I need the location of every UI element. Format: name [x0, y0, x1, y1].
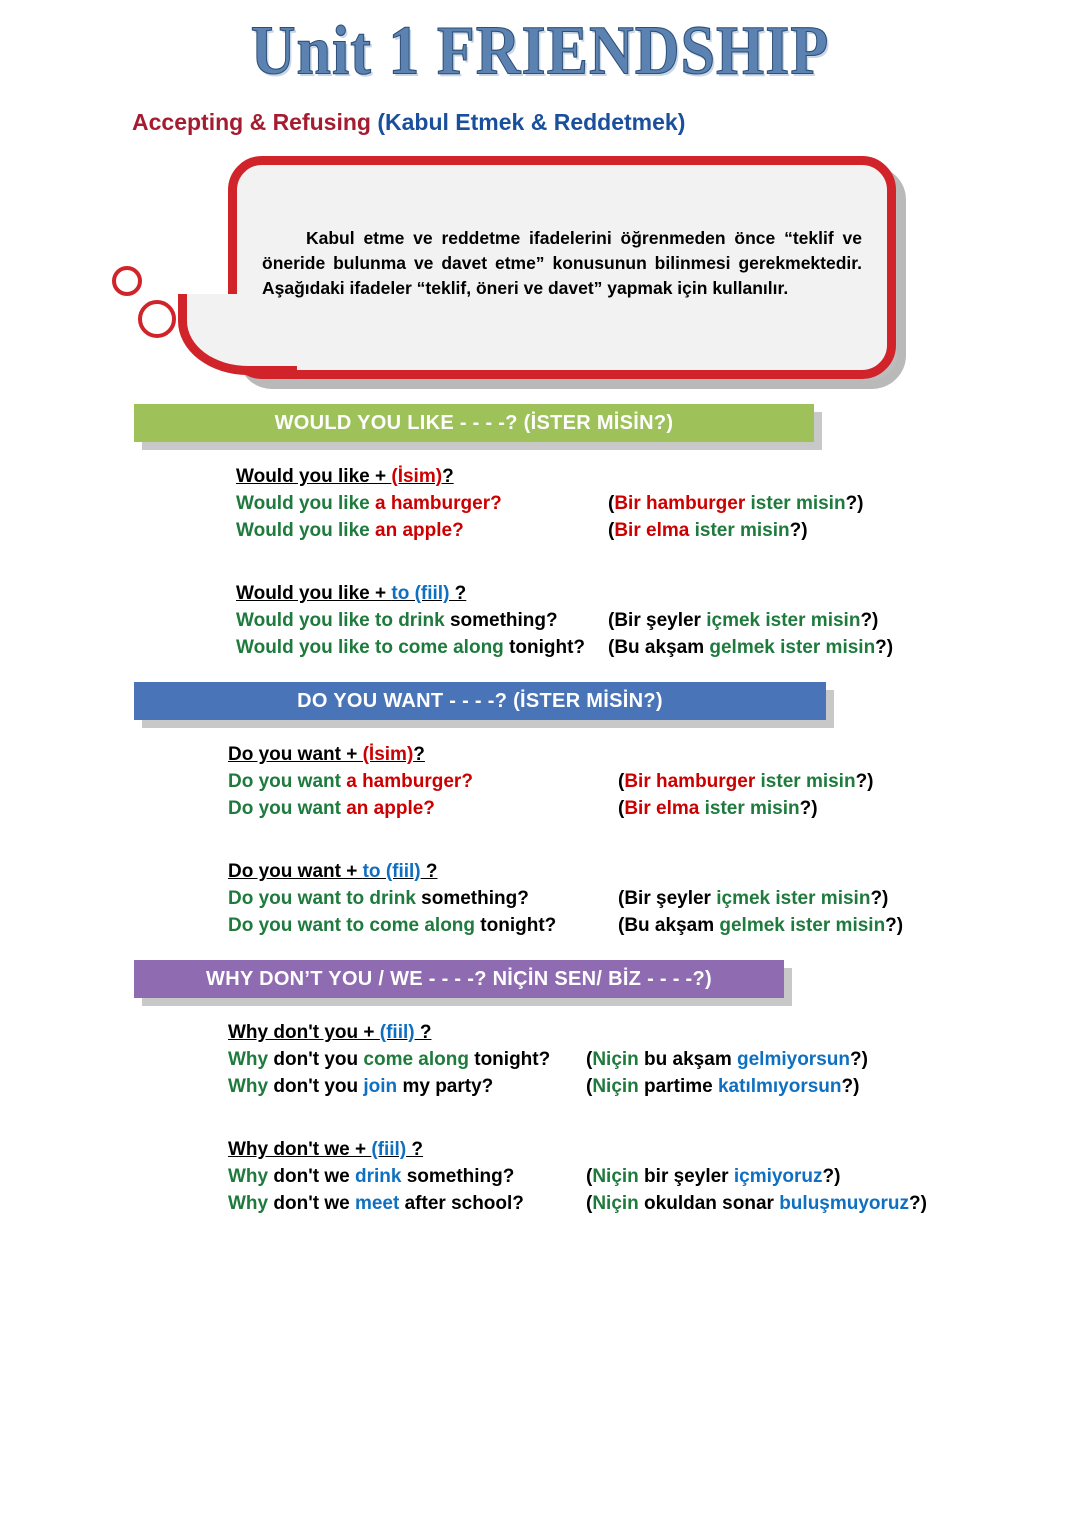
example-row	[228, 1191, 1080, 1218]
speech-bubble-tail	[178, 294, 298, 384]
example-row	[228, 1047, 1080, 1074]
banner-would-you-like: WOULD YOU LIKE - - - -? (İSTER MİSİN?)	[134, 404, 814, 442]
group-do-you-want-noun	[228, 744, 1080, 823]
group-do-you-want-verb	[228, 861, 1080, 940]
group-why-dont-we	[228, 1139, 1080, 1218]
subtitle-turkish: (Kabul Etmek & Reddetmek)	[377, 109, 686, 135]
speech-bubble-dot-small	[112, 266, 142, 296]
banner-do-you-want: DO YOU WANT - - - -? (İSTER MİSİN?)	[134, 682, 826, 720]
example-turkish: (Bir elma ister misin?)	[618, 797, 818, 819]
headline-would-you-like-noun	[236, 466, 1080, 488]
example-turkish: (Niçin partime katılmıyorsun?)	[586, 1075, 860, 1097]
example-english: Would you like an apple?	[236, 519, 464, 541]
group-why-dont-you	[228, 1022, 1080, 1101]
banner-why-dont-you-wrap	[134, 960, 1080, 1006]
headline-why-dont-we: Why don't we + (fiil) ?	[228, 1138, 424, 1160]
page-title-wrap	[0, 0, 1080, 90]
example-turkish: (Niçin bir şeyler içmiyoruz?)	[586, 1165, 841, 1187]
banner-do-you-want-wrap	[134, 682, 1080, 728]
example-row	[236, 635, 1080, 662]
speech-bubble-dot-large	[138, 300, 176, 338]
example-english: Why don't we drink something?	[228, 1165, 515, 1187]
subtitle-english: Accepting & Refusing	[132, 109, 371, 135]
example-turkish: (Bir şeyler içmek ister misin?)	[618, 887, 889, 909]
bubble-line-3: Aşağıdaki ifadeler “teklif, öneri ve davet” yapmak için kullanılır.	[262, 277, 789, 298]
page-title: Unit 1 FRIENDSHIP	[250, 13, 830, 90]
section-do-you-want	[0, 682, 1080, 940]
section-why-dont-you	[0, 960, 1080, 1218]
bubble-line-2: öneride bulunma ve davet etme” konusunun bilinmesi gerekmektedir.	[262, 252, 862, 273]
example-turkish: (Bir hamburger ister misin?)	[618, 770, 874, 792]
example-turkish: (Bir hamburger ister misin?)	[608, 493, 864, 514]
bubble-line-1: Kabul etme ve reddetme ifadelerini öğrenmeden önce “teklif ve	[306, 228, 862, 248]
example-english: Why don't you join my party?	[228, 1075, 494, 1097]
example-english: Why don't you come along tonight?	[228, 1048, 551, 1070]
example-turkish: (Bu akşam gelmek ister misin?)	[608, 636, 894, 658]
example-row	[236, 491, 1080, 518]
speech-bubble-tail-shape	[178, 294, 297, 375]
headline-part-1: Would you like +	[236, 466, 392, 487]
group-would-you-like-verb	[236, 583, 1080, 662]
headline-part-3: ?	[442, 466, 454, 487]
headline-part-2: (İsim)	[391, 466, 443, 487]
example-english: Would you like to come along tonight?	[236, 636, 586, 658]
example-english: Would you like to drink something?	[236, 609, 558, 631]
example-turkish: (Bir elma ister misin?)	[608, 519, 808, 541]
example-row	[228, 1074, 1080, 1101]
example-turkish: (Bu akşam gelmek ister misin?)	[618, 914, 904, 936]
example-turkish: (Niçin bu akşam gelmiyorsun?)	[586, 1048, 868, 1070]
example-turkish: (Niçin okuldan sonar buluşmuyoruz?)	[586, 1192, 927, 1214]
example-english: Do you want an apple?	[228, 797, 435, 819]
example-english: Do you want a hamburger?	[228, 770, 473, 792]
example-row	[228, 796, 1080, 823]
example-english: Do you want to drink something?	[228, 887, 529, 909]
example-row	[228, 769, 1080, 796]
example-row	[228, 886, 1080, 913]
example-english: Why don't we meet after school?	[228, 1192, 524, 1214]
subtitle	[132, 109, 1080, 136]
headline-do-you-want-noun: Do you want + (İsim)?	[228, 743, 425, 765]
example-english: Would you like a hamburger?	[236, 493, 502, 514]
banner-would-you-like-wrap	[134, 404, 1080, 450]
example-turkish: (Bir şeyler içmek ister misin?)	[608, 609, 879, 631]
example-row	[228, 1164, 1080, 1191]
example-row	[236, 518, 1080, 545]
headline-would-you-like-verb: Would you like + to (fiil) ?	[236, 582, 467, 604]
group-would-you-like-noun	[236, 466, 1080, 545]
section-would-you-like	[0, 404, 1080, 662]
speech-bubble-text	[262, 226, 862, 301]
headline-why-dont-you: Why don't you + (fiil) ?	[228, 1021, 432, 1043]
example-english: Do you want to come along tonight?	[228, 914, 557, 936]
example-row	[228, 913, 1080, 940]
example-row	[236, 608, 1080, 635]
banner-why-dont-you: WHY DON’T YOU / WE - - - -? NİÇİN SEN/ BİZ - - - -?)	[134, 960, 784, 998]
speech-bubble-area	[0, 144, 1080, 404]
headline-do-you-want-verb: Do you want + to (fiil) ?	[228, 860, 438, 882]
